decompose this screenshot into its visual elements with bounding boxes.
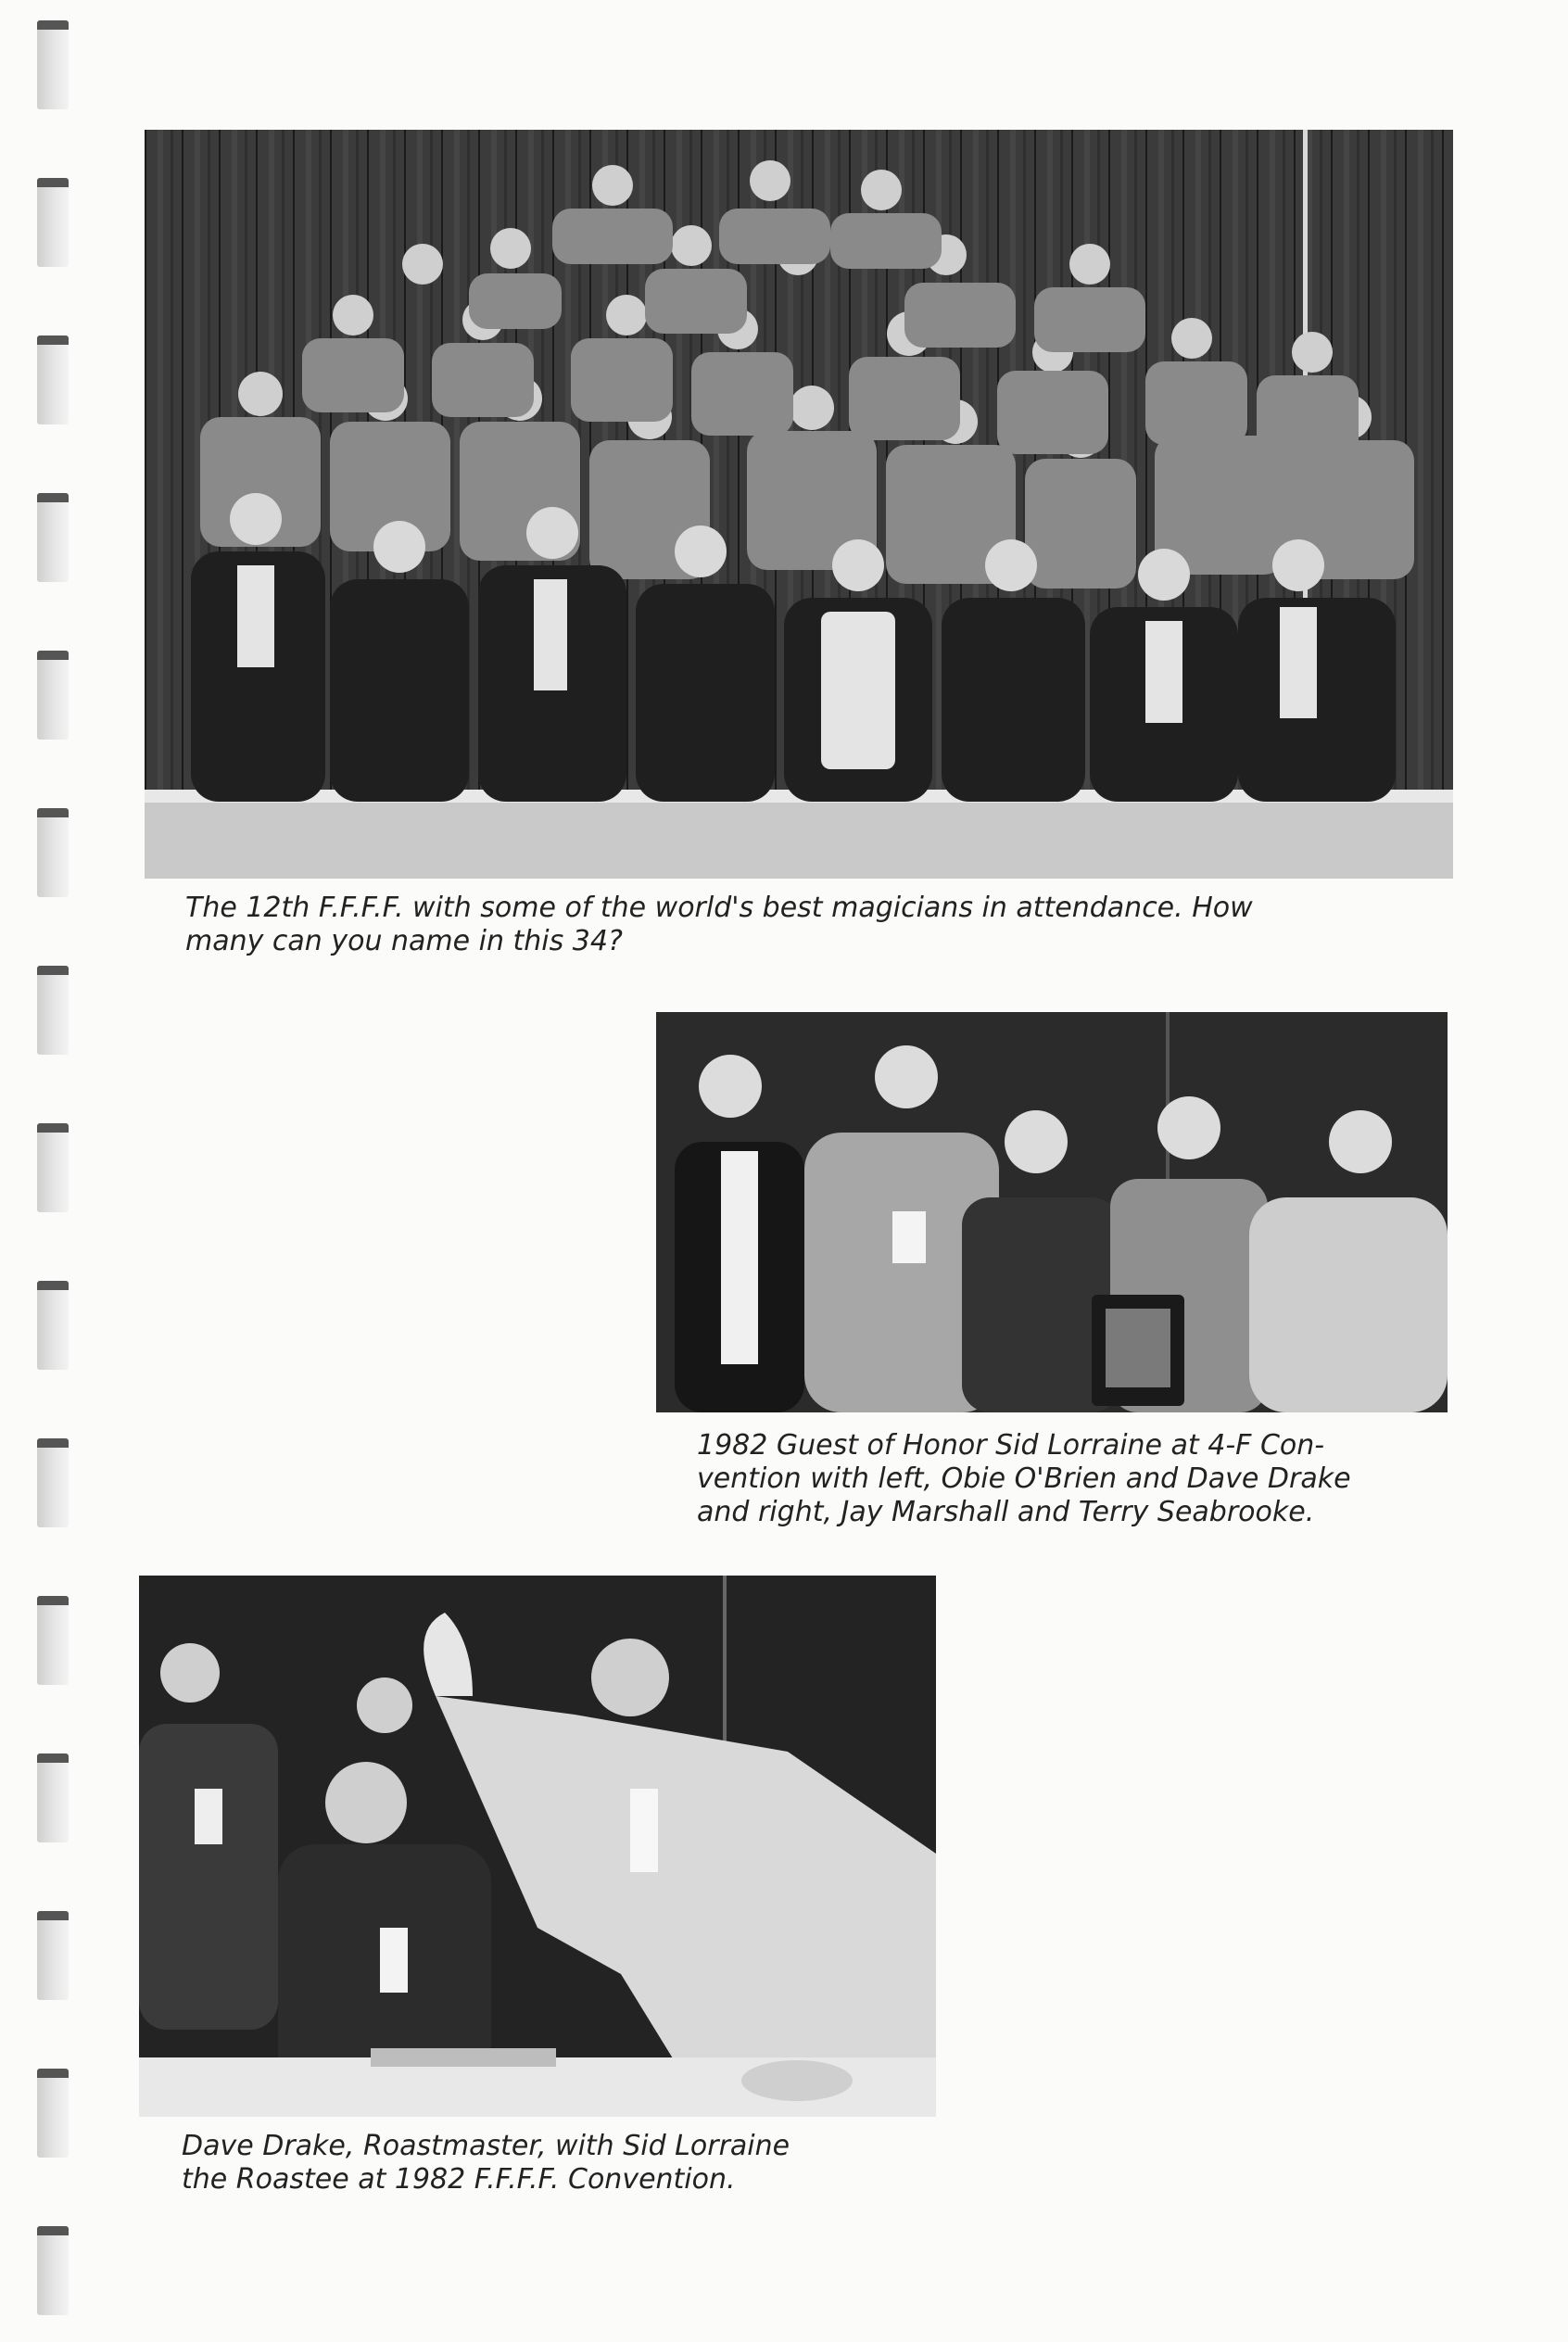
binding-hole	[37, 1438, 69, 1527]
group-photo-caption	[185, 892, 1464, 958]
binding-hole	[37, 178, 69, 267]
binding-hole	[37, 2226, 69, 2315]
binding-hole	[37, 1753, 69, 1842]
award-photo	[656, 1012, 1448, 1412]
roast-photo-caption	[182, 2130, 942, 2196]
caption-line: The 12th F.F.F.F. with some of the world's best magicians in attendance. How	[185, 892, 1253, 924]
binding-hole	[37, 1281, 69, 1370]
group-photo	[145, 130, 1453, 879]
binding-hole	[37, 651, 69, 740]
caption-line: the Roastee at 1982 F.F.F.F. Convention.	[182, 2163, 736, 2196]
binding-hole	[37, 1596, 69, 1685]
binding-hole	[37, 808, 69, 897]
binding-hole	[37, 20, 69, 109]
caption-line: Dave Drake, Roastmaster, with Sid Lorraine	[182, 2130, 790, 2162]
binding-holes	[37, 0, 70, 2342]
caption-line: and right, Jay Marshall and Terry Seabrooke.	[697, 1496, 1315, 1528]
binding-hole	[37, 2069, 69, 2158]
caption-line: 1982 Guest of Honor Sid Lorraine at 4-F Con-	[697, 1429, 1325, 1462]
binding-hole	[37, 1911, 69, 2000]
caption-line: vention with left, Obie O'Brien and Dave Drake	[697, 1462, 1351, 1495]
binding-hole	[37, 493, 69, 582]
binding-hole	[37, 1123, 69, 1212]
caption-line: many can you name in this 34?	[185, 925, 623, 957]
award-photo-caption	[697, 1429, 1457, 1529]
roast-photo	[139, 1576, 936, 2117]
binding-hole	[37, 966, 69, 1055]
binding-hole	[37, 335, 69, 424]
